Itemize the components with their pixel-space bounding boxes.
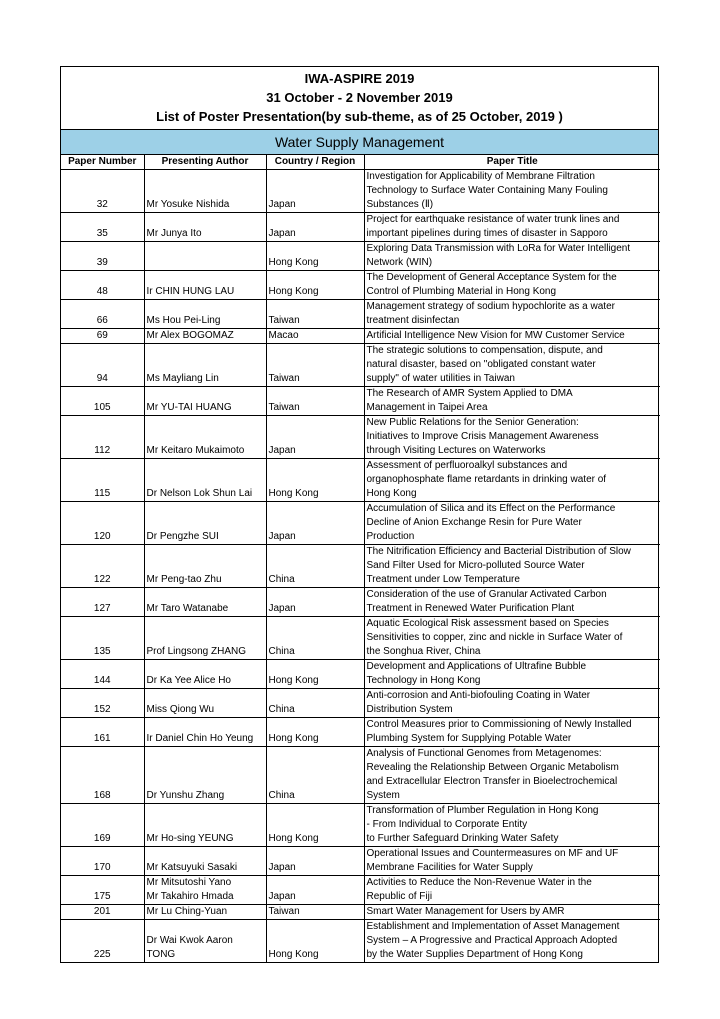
paper-title-cell (364, 459, 660, 502)
table-row (61, 876, 660, 905)
presenting-author-cell: Mr Junya Ito (144, 213, 266, 242)
paper-title-line: Plumbing System for Supplying Potable Water (366, 733, 572, 744)
paper-title-line: Membrane Facilities for Water Supply (366, 862, 533, 873)
paper-number-cell: 135 (61, 617, 144, 660)
list-title: List of Poster Presentation(by sub-theme, as of 25 October, 2019 ) (156, 109, 563, 124)
paper-title-line: Republic of Fiji (366, 891, 433, 902)
paper-title-line: Treatment in Renewed Water Purification Plant (366, 603, 575, 614)
paper-title-cell (364, 387, 660, 416)
presenting-author-cell: Mr Alex BOGOMAZ (144, 329, 266, 344)
event-dates: 31 October - 2 November 2019 (266, 90, 453, 105)
country-cell: Hong Kong (266, 920, 364, 963)
paper-title-line: Assessment of perfluoroalkyl substances and (366, 460, 568, 471)
paper-number-cell: 169 (61, 804, 144, 847)
paper-number-cell: 144 (61, 660, 144, 689)
paper-title-line: Hong Kong (366, 488, 417, 499)
paper-title-cell (364, 502, 660, 545)
table-row (61, 617, 660, 660)
paper-number-cell: 66 (61, 300, 144, 329)
paper-title-cell (364, 876, 660, 905)
paper-title-line: Establishment and Implementation of Asset Management (366, 921, 620, 932)
paper-title-line: Analysis of Functional Genomes from Metagenomes: (366, 748, 602, 759)
paper-number-cell: 112 (61, 416, 144, 459)
paper-title-line: Development and Applications of Ultrafine Bubble (366, 661, 587, 672)
table-row (61, 300, 660, 329)
country-cell: Hong Kong (266, 271, 364, 300)
table-row (61, 329, 660, 344)
paper-number-cell: 48 (61, 271, 144, 300)
paper-title-line: supply" of water utilities in Taiwan (366, 373, 515, 384)
paper-title-line: and Extracellular Electron Transfer in Bioelectrochemical (366, 776, 618, 787)
presenting-author-cell: Dr Pengzhe SUI (144, 502, 266, 545)
paper-title-line: Production (366, 531, 415, 542)
paper-title-line: New Public Relations for the Senior Generation: (366, 417, 579, 428)
country-cell: Hong Kong (266, 804, 364, 847)
country-cell: Hong Kong (266, 459, 364, 502)
paper-title-line: Smart Water Management for Users by AMR (366, 906, 565, 917)
paper-number-cell: 69 (61, 329, 144, 344)
paper-title-line: The Research of AMR System Applied to DMA (366, 388, 573, 399)
country-cell: Hong Kong (266, 660, 364, 689)
presenting-author-cell: Mr Taro Watanabe (144, 588, 266, 617)
country-cell: Taiwan (266, 905, 364, 920)
paper-number-cell: 39 (61, 242, 144, 271)
paper-title-cell (364, 344, 660, 387)
table-row (61, 170, 660, 213)
paper-number-cell: 32 (61, 170, 144, 213)
paper-title-line: Control of Plumbing Material in Hong Kong (366, 286, 557, 297)
presenting-author-cell: Mr Peng-tao Zhu (144, 545, 266, 588)
paper-number-cell: 175 (61, 876, 144, 905)
table-row (61, 242, 660, 271)
poster-list-sheet (60, 66, 659, 963)
table-row (61, 213, 660, 242)
col-country-region: Country / Region (266, 155, 364, 170)
paper-title-line: The Development of General Acceptance System for the (366, 272, 617, 283)
paper-title-line: The Nitrification Efficiency and Bacterial Distribution of Slow (366, 546, 631, 557)
country-cell: China (266, 747, 364, 804)
paper-title-cell (364, 170, 660, 213)
paper-title-line: Technology to Surface Water Containing Many Fouling (366, 185, 608, 196)
paper-title-line: Treatment under Low Temperature (366, 574, 520, 585)
presenting-author-cell: Dr Nelson Lok Shun Lai (144, 459, 266, 502)
country-cell: Japan (266, 876, 364, 905)
paper-title-cell (364, 905, 660, 920)
paper-title-line: organophosphate flame retardants in drinking water of (366, 474, 607, 485)
presenting-author-cell: Ms Mayliang Lin (144, 344, 266, 387)
paper-title-cell (364, 847, 660, 876)
presenting-author-cell: Ir Daniel Chin Ho Yeung (144, 718, 266, 747)
paper-number-cell: 225 (61, 920, 144, 963)
col-paper-number: Paper Number (61, 155, 144, 170)
paper-number-cell: 170 (61, 847, 144, 876)
paper-title-line: Sand Filter Used for Micro-polluted Source Water (366, 560, 585, 571)
paper-number-cell: 122 (61, 545, 144, 588)
country-cell: China (266, 689, 364, 718)
presenting-author-cell: Dr Wai Kwok Aaron TONG (144, 920, 266, 963)
paper-title-line: - From Individual to Corporate Entity (366, 819, 528, 830)
table-row (61, 502, 660, 545)
table-body (61, 170, 660, 963)
sub-theme-band: Water Supply Management (61, 130, 658, 155)
country-cell: Taiwan (266, 344, 364, 387)
event-title: IWA-ASPIRE 2019 (304, 71, 415, 86)
country-cell: Japan (266, 170, 364, 213)
paper-title-line: Initiatives to Improve Crisis Management Awareness (366, 431, 599, 442)
paper-title-line: The strategic solutions to compensation, dispute, and (366, 345, 603, 356)
table-row (61, 459, 660, 502)
country-cell: Taiwan (266, 300, 364, 329)
paper-title-cell (364, 242, 660, 271)
paper-title-line: Transformation of Plumber Regulation in Hong Kong (366, 805, 599, 816)
paper-title-line: Sensitivities to copper, zinc and nickle in Surface Water of (366, 632, 623, 643)
paper-title-line: treatment disinfectan (366, 315, 460, 326)
country-cell: Japan (266, 588, 364, 617)
country-cell: Taiwan (266, 387, 364, 416)
table-row (61, 847, 660, 876)
paper-title-line: Artificial Intelligence New Vision for MW Customer Service (366, 330, 625, 341)
presenting-author-cell: Mr Katsuyuki Sasaki (144, 847, 266, 876)
paper-title-line: Substances (Ⅱ) (366, 199, 434, 210)
paper-number-cell: 120 (61, 502, 144, 545)
table-row (61, 718, 660, 747)
col-paper-title: Paper Title (364, 155, 660, 170)
paper-title-cell (364, 416, 660, 459)
paper-number-cell: 201 (61, 905, 144, 920)
paper-title-line: the Songhua River, China (366, 646, 481, 657)
paper-title-line: by the Water Supplies Department of Hong Kong (366, 949, 583, 960)
table-row (61, 588, 660, 617)
paper-title-line: through Visiting Lectures on Waterworks (366, 445, 546, 456)
paper-title-cell (364, 545, 660, 588)
country-cell: Japan (266, 416, 364, 459)
table-header-row (61, 155, 660, 170)
presenting-author-cell: Ms Hou Pei-Ling (144, 300, 266, 329)
paper-title-cell (364, 718, 660, 747)
paper-number-cell: 94 (61, 344, 144, 387)
presenting-author-cell: Mr YU-TAI HUANG (144, 387, 266, 416)
paper-title-line: Consideration of the use of Granular Activated Carbon (366, 589, 607, 600)
paper-title-line: Control Measures prior to Commissioning of Newly Installed (366, 719, 632, 730)
paper-title-cell (364, 617, 660, 660)
paper-number-cell: 105 (61, 387, 144, 416)
paper-title-cell (364, 660, 660, 689)
paper-number-cell: 115 (61, 459, 144, 502)
paper-title-line: to Further Safeguard Drinking Water Safety (366, 833, 559, 844)
country-cell: Japan (266, 213, 364, 242)
paper-title-line: Operational Issues and Countermeasures on MF and UF (366, 848, 619, 859)
paper-title-line: Accumulation of Silica and its Effect on the Performance (366, 503, 616, 514)
table-row (61, 271, 660, 300)
presenting-author-cell: Prof Lingsong ZHANG (144, 617, 266, 660)
paper-number-cell: 168 (61, 747, 144, 804)
paper-number-cell: 152 (61, 689, 144, 718)
paper-title-cell (364, 920, 660, 963)
country-cell: Macao (266, 329, 364, 344)
table-row (61, 660, 660, 689)
paper-number-cell: 35 (61, 213, 144, 242)
paper-title-cell (364, 588, 660, 617)
paper-title-cell (364, 213, 660, 242)
paper-title-line: Decline of Anion Exchange Resin for Pure Water (366, 517, 582, 528)
table-row (61, 344, 660, 387)
paper-title-line: Aquatic Ecological Risk assessment based on Species (366, 618, 609, 629)
table-row (61, 416, 660, 459)
table-row (61, 689, 660, 718)
paper-title-line: Network (WIN) (366, 257, 433, 268)
poster-table (61, 155, 660, 962)
country-cell: Japan (266, 502, 364, 545)
document-header (61, 67, 658, 130)
presenting-author-cell: Dr Ka Yee Alice Ho (144, 660, 266, 689)
country-cell: Hong Kong (266, 718, 364, 747)
col-presenting-author: Presenting Author (144, 155, 266, 170)
paper-title-cell (364, 804, 660, 847)
paper-title-line: Technology in Hong Kong (366, 675, 481, 686)
country-cell: Hong Kong (266, 242, 364, 271)
paper-title-cell (364, 689, 660, 718)
paper-title-line: Revealing the Relationship Between Organic Metabolism (366, 762, 619, 773)
paper-title-line: Activities to Reduce the Non-Revenue Water in the (366, 877, 592, 888)
country-cell: Japan (266, 847, 364, 876)
paper-title-line: important pipelines during times of disaster in Sapporo (366, 228, 608, 239)
paper-title-line: Investigation for Applicability of Membrane Filtration (366, 171, 595, 182)
table-row (61, 387, 660, 416)
paper-title-line: Management strategy of sodium hypochlorite as a water (366, 301, 615, 312)
paper-title-line: Distribution System (366, 704, 453, 715)
presenting-author-cell (144, 242, 266, 271)
table-row (61, 545, 660, 588)
table-row (61, 920, 660, 963)
presenting-author-cell: Ir CHIN HUNG LAU (144, 271, 266, 300)
presenting-author-cell: Dr Yunshu Zhang (144, 747, 266, 804)
paper-title-cell (364, 271, 660, 300)
country-cell: China (266, 617, 364, 660)
presenting-author-cell: Mr Mitsutoshi Yano Mr Takahiro Hmada (144, 876, 266, 905)
paper-title-line: Exploring Data Transmission with LoRa for Water Intelligent (366, 243, 631, 254)
paper-number-cell: 161 (61, 718, 144, 747)
table-row (61, 747, 660, 804)
presenting-author-cell: Miss Qiong Wu (144, 689, 266, 718)
table-row (61, 905, 660, 920)
paper-title-cell (364, 300, 660, 329)
presenting-author-cell: Mr Yosuke Nishida (144, 170, 266, 213)
paper-title-line: natural disaster, based on "obligated constant water (366, 359, 596, 370)
table-row (61, 804, 660, 847)
paper-title-cell (364, 747, 660, 804)
paper-title-line: System (366, 790, 400, 801)
paper-title-line: Management in Taipei Area (366, 402, 488, 413)
paper-number-cell: 127 (61, 588, 144, 617)
paper-title-cell (364, 329, 660, 344)
presenting-author-cell: Mr Lu Ching-Yuan (144, 905, 266, 920)
presenting-author-cell: Mr Ho-sing YEUNG (144, 804, 266, 847)
country-cell: China (266, 545, 364, 588)
paper-title-line: Project for earthquake resistance of water trunk lines and (366, 214, 620, 225)
presenting-author-cell: Mr Keitaro Mukaimoto (144, 416, 266, 459)
paper-title-line: System – A Progressive and Practical Approach Adopted (366, 935, 618, 946)
paper-title-line: Anti-corrosion and Anti-biofouling Coating in Water (366, 690, 591, 701)
